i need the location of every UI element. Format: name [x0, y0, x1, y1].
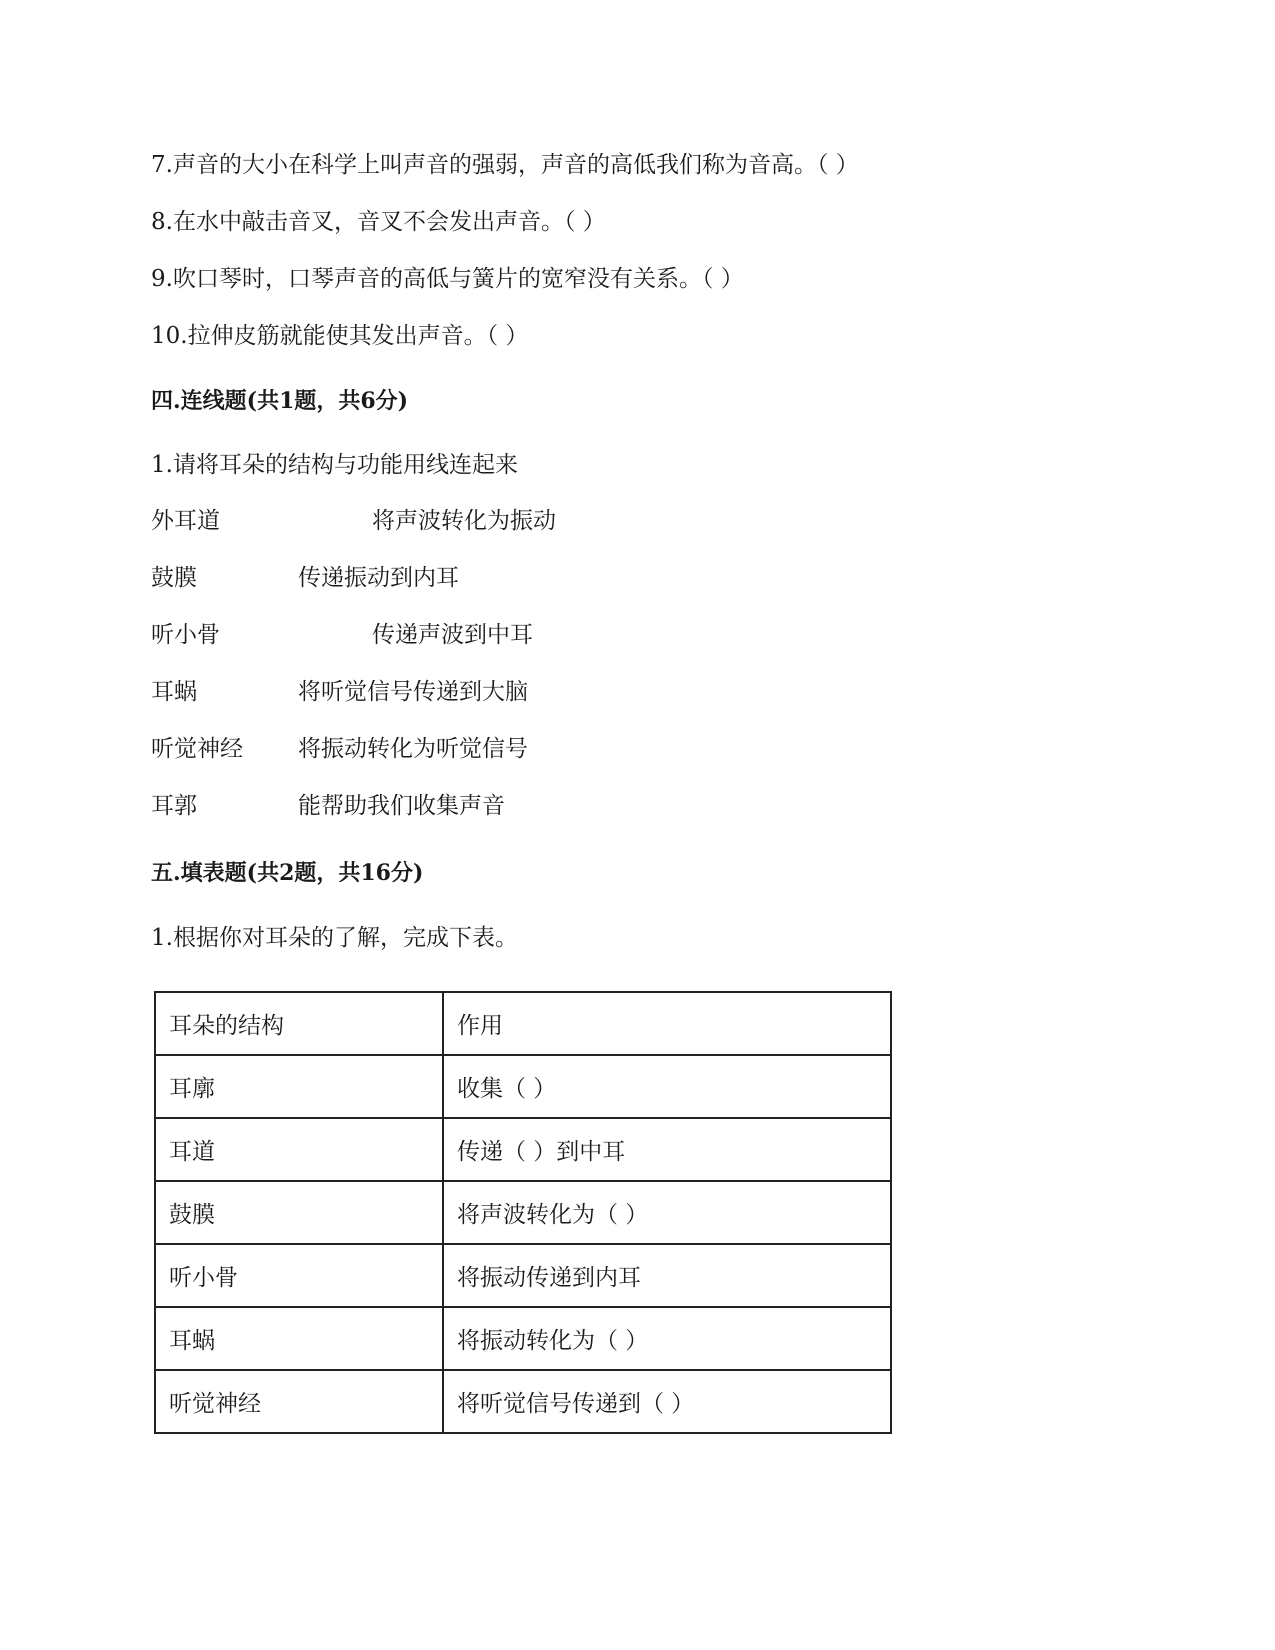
table-cell-structure: 耳道 [155, 1118, 443, 1181]
matching-right-item: 将声波转化为振动 [372, 508, 556, 534]
matching-right-item: 将听觉信号传递到大脑 [298, 679, 528, 705]
table-header-cell: 作用 [443, 992, 891, 1055]
judgment-item-8: 8.在水中敲击音叉，音叉不会发出声音。（ ） [151, 209, 606, 235]
matching-left-item: 鼓膜 [151, 565, 197, 591]
matching-left-item: 耳蜗 [151, 679, 197, 705]
section-heading-table: 五.填表题(共2题，共16分) [151, 860, 424, 886]
table-cell-function: 传递（ ）到中耳 [443, 1118, 891, 1181]
table-cell-structure: 听觉神经 [155, 1370, 443, 1433]
matching-left-item: 听觉神经 [151, 736, 243, 762]
table-cell-function: 将振动传递到内耳 [443, 1244, 891, 1307]
matching-question: 1.请将耳朵的结构与功能用线连起来 [151, 452, 518, 478]
matching-right-item: 将振动转化为听觉信号 [298, 736, 528, 762]
table-cell-structure: 耳蜗 [155, 1307, 443, 1370]
judgment-item-7: 7.声音的大小在科学上叫声音的强弱，声音的高低我们称为音高。（ ） [151, 152, 859, 178]
table-row [155, 1118, 891, 1181]
matching-right-item: 传递声波到中耳 [372, 622, 533, 648]
table-cell-structure: 听小骨 [155, 1244, 443, 1307]
table-cell-structure: 鼓膜 [155, 1181, 443, 1244]
table-row [155, 1181, 891, 1244]
table-cell-function: 将声波转化为（ ） [443, 1181, 891, 1244]
table-row [155, 1244, 891, 1307]
table-cell-function: 将振动转化为（ ） [443, 1307, 891, 1370]
table-header-cell: 耳朵的结构 [155, 992, 443, 1055]
matching-left-item: 听小骨 [151, 622, 220, 648]
matching-right-item: 能帮助我们收集声音 [298, 793, 505, 819]
judgment-item-9: 9.吹口琴时，口琴声音的高低与簧片的宽窄没有关系。（ ） [151, 266, 744, 292]
table-cell-function: 收集（ ） [443, 1055, 891, 1118]
judgment-item-10: 10.拉伸皮筋就能使其发出声音。（ ） [151, 323, 529, 349]
table-row [155, 1370, 891, 1433]
table-question: 1.根据你对耳朵的了解，完成下表。 [151, 925, 518, 951]
ear-structure-table [154, 991, 892, 1434]
matching-left-item: 耳郭 [151, 793, 197, 819]
table-row [155, 1055, 891, 1118]
matching-left-item: 外耳道 [151, 508, 220, 534]
matching-right-item: 传递振动到内耳 [298, 565, 459, 591]
table-cell-function: 将听觉信号传递到（ ） [443, 1370, 891, 1433]
table-cell-structure: 耳廓 [155, 1055, 443, 1118]
section-heading-matching: 四.连线题(共1题，共6分) [151, 388, 409, 414]
table-row [155, 1307, 891, 1370]
table-header-row [155, 992, 891, 1055]
